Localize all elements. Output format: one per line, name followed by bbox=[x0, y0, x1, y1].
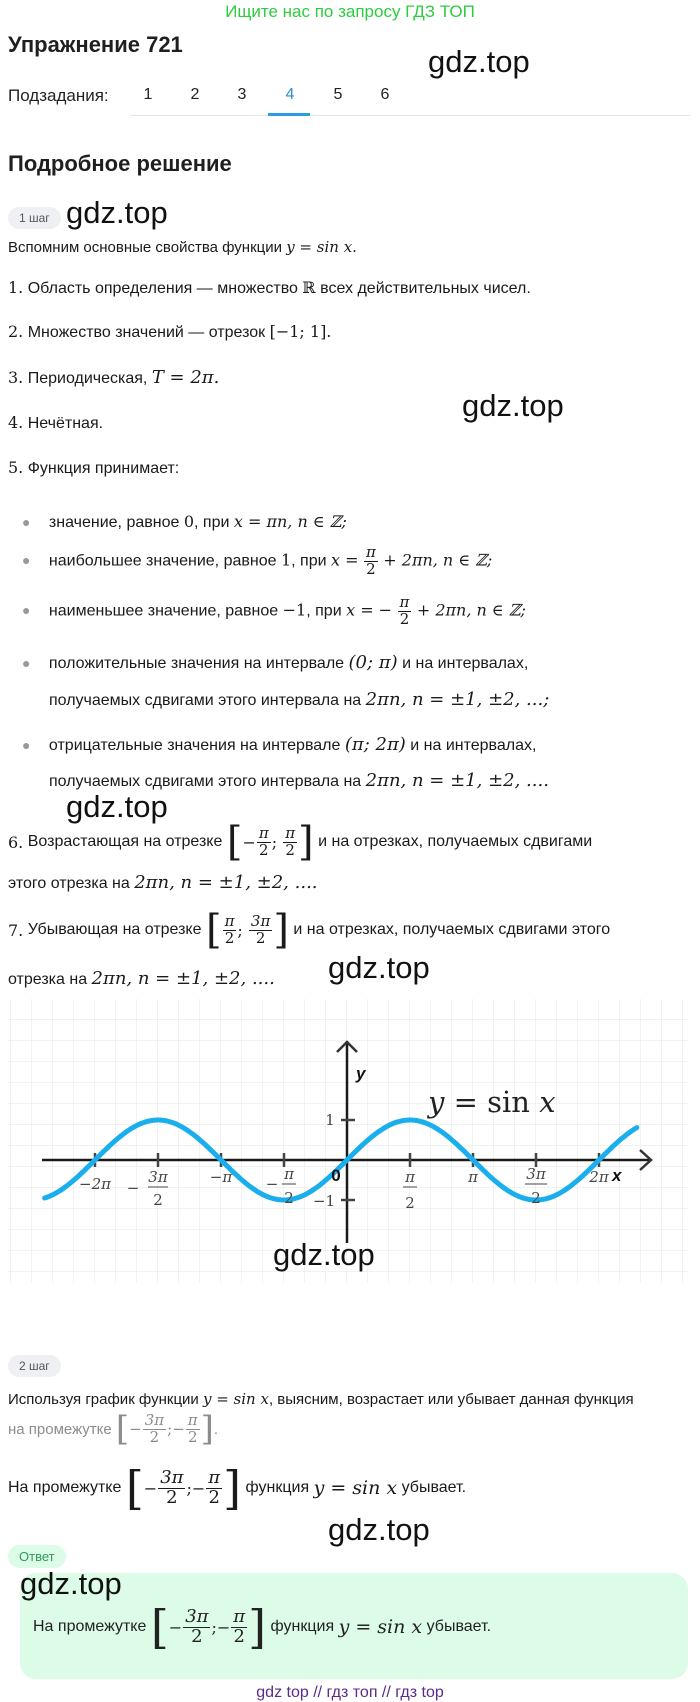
answer-label: функция bbox=[270, 1618, 335, 1635]
bullet-math: 0 bbox=[183, 512, 195, 531]
denominator: 2 bbox=[366, 559, 376, 578]
watermark: gdz.top bbox=[328, 950, 430, 985]
property-3 bbox=[8, 367, 219, 388]
subtask-tab-2[interactable]: 2 bbox=[190, 86, 200, 103]
bullet-negative-cont bbox=[49, 770, 549, 791]
subtask-tab-1[interactable]: 1 bbox=[143, 86, 153, 103]
bracket-left: [ bbox=[226, 819, 243, 865]
property-6-cont bbox=[8, 872, 318, 893]
bullet-negative bbox=[22, 734, 536, 755]
bracket-right: ] bbox=[273, 907, 289, 953]
bullet-icon: ● bbox=[22, 514, 31, 530]
svg-text:1: 1 bbox=[325, 1111, 335, 1129]
bullet-math: 2πn, n = ±1, ±2, .... bbox=[365, 770, 549, 791]
bullet-icon: ● bbox=[22, 602, 31, 619]
item-number: 5. bbox=[8, 458, 24, 477]
result-text: На промежутке bbox=[8, 1479, 122, 1496]
bullet-math: (0; π) bbox=[348, 652, 398, 673]
bullet-zero bbox=[22, 512, 347, 532]
property-2 bbox=[8, 322, 331, 342]
watermark: gdz.top bbox=[273, 1237, 375, 1272]
intro-text: , выясним, возрастает или убывает данная функция bbox=[268, 1391, 634, 1408]
subtask-tab-4[interactable]: 4 bbox=[285, 86, 295, 103]
denominator: 2 bbox=[224, 928, 235, 947]
bracket-left: [ bbox=[205, 907, 222, 953]
result-text: функция bbox=[245, 1479, 310, 1496]
numerator: π bbox=[224, 911, 235, 930]
item-number: 2. bbox=[8, 322, 24, 341]
item-text: Нечётная. bbox=[27, 415, 104, 432]
denominator: 2 bbox=[255, 928, 266, 947]
intro-math: y = sin x bbox=[202, 1390, 269, 1408]
bullet-text: значение, равное bbox=[48, 514, 180, 531]
item-number: 4. bbox=[8, 413, 24, 432]
tabs-divider bbox=[130, 115, 690, 116]
fraction bbox=[398, 595, 412, 628]
subtasks-label: Подзадания: bbox=[8, 86, 109, 105]
item-text: Возрастающая на отрезке bbox=[27, 833, 223, 850]
step2-interval: на промежутке [ − $\frac{3\pi}{2}$ ;− $\frac{\pi}{2}$ ] . bbox=[8, 1409, 219, 1449]
item-math: [−1; 1]. bbox=[269, 322, 332, 341]
bullet-positive-cont bbox=[49, 689, 549, 710]
numerator: π bbox=[233, 1605, 246, 1627]
bullet-icon: ● bbox=[22, 737, 31, 753]
svg-text:−1: −1 bbox=[312, 1192, 336, 1210]
item-text: Функция принимает: bbox=[27, 460, 180, 477]
item-text: Периодическая, bbox=[27, 370, 148, 387]
bullet-min bbox=[22, 595, 526, 628]
denominator: 2 bbox=[259, 840, 269, 859]
intro-math: y = sin x. bbox=[286, 238, 357, 256]
property-7-cont bbox=[8, 968, 275, 989]
result-text: убывает. bbox=[401, 1479, 467, 1496]
bullet-math: (π; 2π) bbox=[344, 734, 406, 755]
bracket-left: [ bbox=[115, 1409, 130, 1449]
denominator: 2 bbox=[285, 840, 295, 859]
svg-text:2π: 2π bbox=[589, 1168, 609, 1186]
numerator: π bbox=[365, 543, 376, 561]
subtask-tab-3[interactable]: 3 bbox=[237, 86, 247, 103]
subtask-tab-6[interactable]: 6 bbox=[380, 86, 390, 103]
item-number: 7. bbox=[8, 920, 24, 940]
bullet-math: 2πn, n = ±1, ±2, ...; bbox=[365, 689, 550, 710]
bracket-right: ] bbox=[223, 1461, 242, 1515]
step1-intro bbox=[8, 238, 357, 256]
bullet-math: x = πn, n ∈ ℤ; bbox=[233, 512, 347, 531]
item-text: всех действительных чисел. bbox=[320, 280, 531, 297]
bullet-math: x = − bbox=[346, 600, 393, 620]
svg-text:2: 2 bbox=[405, 1194, 415, 1212]
item-text: Область определения — множество bbox=[27, 280, 298, 297]
svg-text:3π: 3π bbox=[526, 1165, 546, 1183]
svg-text:2: 2 bbox=[153, 1191, 163, 1209]
bullet-text: получаемых сдвигами этого интервала на bbox=[49, 773, 362, 790]
item-text: отрезка на bbox=[8, 971, 88, 988]
denominator: 2 bbox=[399, 609, 410, 628]
section-title: Подробное решение bbox=[8, 151, 232, 176]
footer-links[interactable]: gdz top // гдз топ // гдз top bbox=[256, 1684, 444, 1701]
answer-label: убывает. bbox=[426, 1618, 492, 1635]
item-math: 2πn, n = ±1, ±2, .... bbox=[91, 968, 275, 989]
watermark: gdz.top bbox=[428, 44, 530, 79]
svg-text:−: − bbox=[126, 1179, 140, 1197]
item-math: 2πn, n = ±1, ±2, .... bbox=[134, 872, 318, 893]
bullet-text: получаемых сдвигами этого интервала на bbox=[49, 692, 362, 709]
numerator: 3π bbox=[144, 1410, 165, 1429]
subtask-tab-5[interactable]: 5 bbox=[333, 86, 343, 103]
answer-label: На промежутке bbox=[33, 1618, 147, 1635]
svg-text:3π: 3π bbox=[148, 1168, 168, 1186]
bullet-max bbox=[22, 545, 492, 578]
numerator: π bbox=[399, 593, 410, 611]
denominator: 2 bbox=[191, 1625, 203, 1647]
fraction bbox=[364, 545, 378, 578]
svg-text:π: π bbox=[405, 1168, 415, 1186]
answer-badge: Ответ bbox=[8, 1545, 66, 1568]
step-badge: 2 шаг bbox=[8, 1355, 61, 1377]
bullet-math: + 2πn, n ∈ ℤ; bbox=[383, 550, 493, 570]
property-7: 7. Убывающая на отрезке [ $\frac{\pi}{2}$ ; $\frac{3\pi}{2}$ ] и на отрезках, получаемых сдвигами этого bbox=[8, 907, 611, 953]
active-tab-indicator bbox=[268, 113, 310, 116]
origin-label: 0 bbox=[331, 1166, 341, 1185]
bullet-text: и на интервалах, bbox=[410, 737, 537, 754]
item-text: этого отрезка на bbox=[8, 875, 130, 892]
watermark: gdz.top bbox=[66, 195, 168, 230]
bullet-math: −1 bbox=[282, 600, 307, 620]
bullet-text: отрицательные значения на интервале bbox=[48, 737, 341, 754]
svg-text:−: − bbox=[265, 1175, 279, 1193]
step-badge: 1 шаг bbox=[8, 207, 61, 229]
svg-text:π: π bbox=[284, 1165, 294, 1183]
y-axis-label: y bbox=[356, 1064, 366, 1083]
svg-text:2: 2 bbox=[531, 1189, 541, 1207]
bullet-icon: ● bbox=[22, 552, 31, 569]
item-text: и на отрезках, получаемых сдвигами bbox=[318, 833, 593, 850]
watermark: gdz.top bbox=[20, 1566, 122, 1601]
numerator: 3π bbox=[160, 1466, 184, 1488]
numerator: π bbox=[285, 823, 296, 842]
watermark: gdz.top bbox=[66, 789, 168, 824]
numerator: 3π bbox=[185, 1605, 209, 1627]
denominator: 2 bbox=[166, 1486, 178, 1508]
bracket-right: ] bbox=[248, 1600, 267, 1654]
bullet-text: наибольшее значение, равное bbox=[48, 552, 277, 570]
step2-intro bbox=[8, 1390, 634, 1408]
intro-text: Используя график функции bbox=[8, 1391, 199, 1408]
page-title: Упражнение 721 bbox=[8, 32, 183, 57]
item-number: 3. bbox=[8, 368, 24, 387]
chart-title: y = sin x bbox=[428, 1085, 556, 1119]
answer-text: На промежутке [ − $\frac{3\pi}{2}$ ;− $\frac{\pi}{2}$ ] функция y = sin x убывает. bbox=[33, 1600, 492, 1654]
watermark: gdz.top bbox=[328, 1512, 430, 1547]
denominator: 2 bbox=[149, 1427, 160, 1446]
bullet-math: x = bbox=[330, 550, 359, 570]
search-banner: Ищите нас по запросу ГДЗ ТОП bbox=[225, 2, 475, 21]
bullet-math: 1 bbox=[280, 550, 292, 570]
denominator: 2 bbox=[208, 1486, 220, 1508]
item-math: ℝ bbox=[302, 278, 316, 297]
svg-text:−π: −π bbox=[209, 1168, 233, 1186]
property-6: 6. Возрастающая на отрезке [ − $\frac{\pi}{2}$ ; $\frac{\pi}{2}$ ] и на отрезках, получаемых сдвигами bbox=[8, 819, 593, 865]
property-1 bbox=[8, 278, 531, 298]
x-axis-label: x bbox=[612, 1166, 622, 1185]
item-math: T = 2π. bbox=[151, 367, 220, 388]
watermark: gdz.top bbox=[462, 388, 564, 423]
result-math: y = sin x bbox=[313, 1477, 398, 1499]
intro-text: Вспомним основные свойства функции bbox=[8, 239, 283, 256]
denominator: 2 bbox=[233, 1625, 245, 1647]
bullet-text: положительные значения на интервале bbox=[48, 655, 345, 672]
bullet-text: , при bbox=[291, 552, 327, 570]
answer-math: y = sin x bbox=[338, 1616, 423, 1638]
bracket-left: [ bbox=[150, 1600, 169, 1654]
bracket-right: ] bbox=[200, 1409, 214, 1449]
bracket-right: ] bbox=[298, 819, 314, 865]
item-text: и на отрезках, получаемых сдвигами этого bbox=[293, 921, 611, 938]
bullet-text: и на интервалах, bbox=[402, 655, 529, 672]
bullet-text: наименьшее значение, равное bbox=[48, 602, 279, 620]
item-number: 1. bbox=[8, 278, 24, 297]
numerator: 3π bbox=[250, 911, 271, 930]
step2-result: На промежутке [ − $\frac{3\pi}{2}$ ;− $\frac{\pi}{2}$ ] функция y = sin x убывает. bbox=[8, 1461, 467, 1515]
intro-text: на промежутке bbox=[8, 1420, 112, 1438]
denominator: 2 bbox=[187, 1427, 198, 1446]
svg-text:π: π bbox=[468, 1168, 478, 1186]
svg-text:2: 2 bbox=[284, 1189, 294, 1207]
bullet-text: , при bbox=[306, 602, 342, 620]
item-number: 6. bbox=[8, 832, 24, 852]
property-5 bbox=[8, 458, 179, 478]
numerator: π bbox=[208, 1466, 221, 1488]
bullet-icon: ● bbox=[22, 655, 31, 671]
numerator: π bbox=[187, 1410, 198, 1429]
bullet-text: , при bbox=[194, 514, 230, 531]
bracket-left: [ bbox=[125, 1461, 144, 1515]
item-text: Множество значений — отрезок bbox=[27, 324, 266, 341]
bullet-math: + 2πn, n ∈ ℤ; bbox=[416, 600, 526, 620]
property-4 bbox=[8, 413, 103, 433]
item-text: Убывающая на отрезке bbox=[27, 921, 202, 938]
svg-text:−2π: −2π bbox=[79, 1175, 111, 1193]
numerator: π bbox=[258, 823, 269, 842]
bullet-positive bbox=[22, 652, 528, 673]
